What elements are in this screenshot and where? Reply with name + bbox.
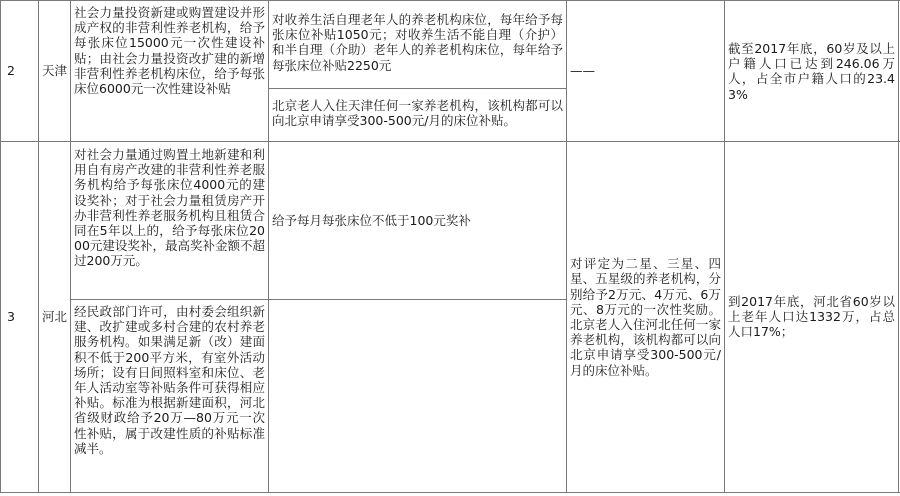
operation-subsidy-text: 给予每月每张床位不低于100元奖补 <box>272 212 471 228</box>
rating-reward-text: 对评定为二星、三星、四星、五星级的养老机构，分别给予2万元、4万元、6万元、8万元的一次性奖励。北京老人入住河北任何一家养老机构，该机构都可以向北京申请享受300-500元/月的床位补贴。 <box>570 256 721 378</box>
operation-subsidy-text: 对收养生活自理老年人的养老机构床位，每年给予每张床位补贴1050元；对收养生活不能自理（介护）和半自理（介助）老年人的养老机构床位，每年给予每张床位补贴2250元 <box>272 12 563 73</box>
population-stat: 截至2017年底，60岁及以上户籍人口已达到246.06万人，占全市户籍人口的23.43% <box>728 41 895 102</box>
province-name: 天津 <box>42 63 68 79</box>
construction-subsidy-text: 对社会力量通过购置土地新建和利用自有房产改建的非营利性养老服务机构给予每张床位4000元的建设奖补；对于社会力量租赁房产开办非营利性养老服务机构且租赁合同在5年以上的，给予每张床位2000元建设奖补，最高奖补金额不超过200万元。 <box>74 147 265 269</box>
population-stat: 到2017年底，河北省60岁以上老年人口达1332万，占总人口17%； <box>728 294 895 340</box>
construction-subsidy-text: 社会力量投资新建或购置建设并形成产权的非营利性养老机构，给予每张床位15000元一次性建设补贴；由社会力量投资改扩建的新增非营利性养老机构床位，给予每张床位6000元一次性建设补贴 <box>74 5 265 97</box>
row3-split-line <box>70 299 566 300</box>
beijing-elder-note: 北京老人入住天津任何一家养老机构，该机构都可以向北京申请享受300-500元/月的床位补贴。 <box>272 98 563 129</box>
table-border-top <box>0 0 900 1</box>
table-border-bottom <box>0 492 900 493</box>
row-number: 3 <box>7 309 15 325</box>
table-border-right <box>898 0 899 493</box>
row-number: 2 <box>7 63 15 79</box>
row2-split-line <box>268 88 566 89</box>
province-name: 河北 <box>42 309 68 325</box>
rural-construction-subsidy-text: 经民政部门许可，由村委会组织新建、改扩建或多村合建的农村养老服务机构。如果满足新（改）建面积不低于200平方米，有室外活动场所；设有日间照料室和床位、老年人活动室等补贴条件可获得相应补贴。标准为根据新建面积，河北省级财政给予20万—80万元一次性补贴，属于改建性质的补贴标准减半。 <box>74 304 265 456</box>
rating-reward-text: —— <box>570 63 595 79</box>
